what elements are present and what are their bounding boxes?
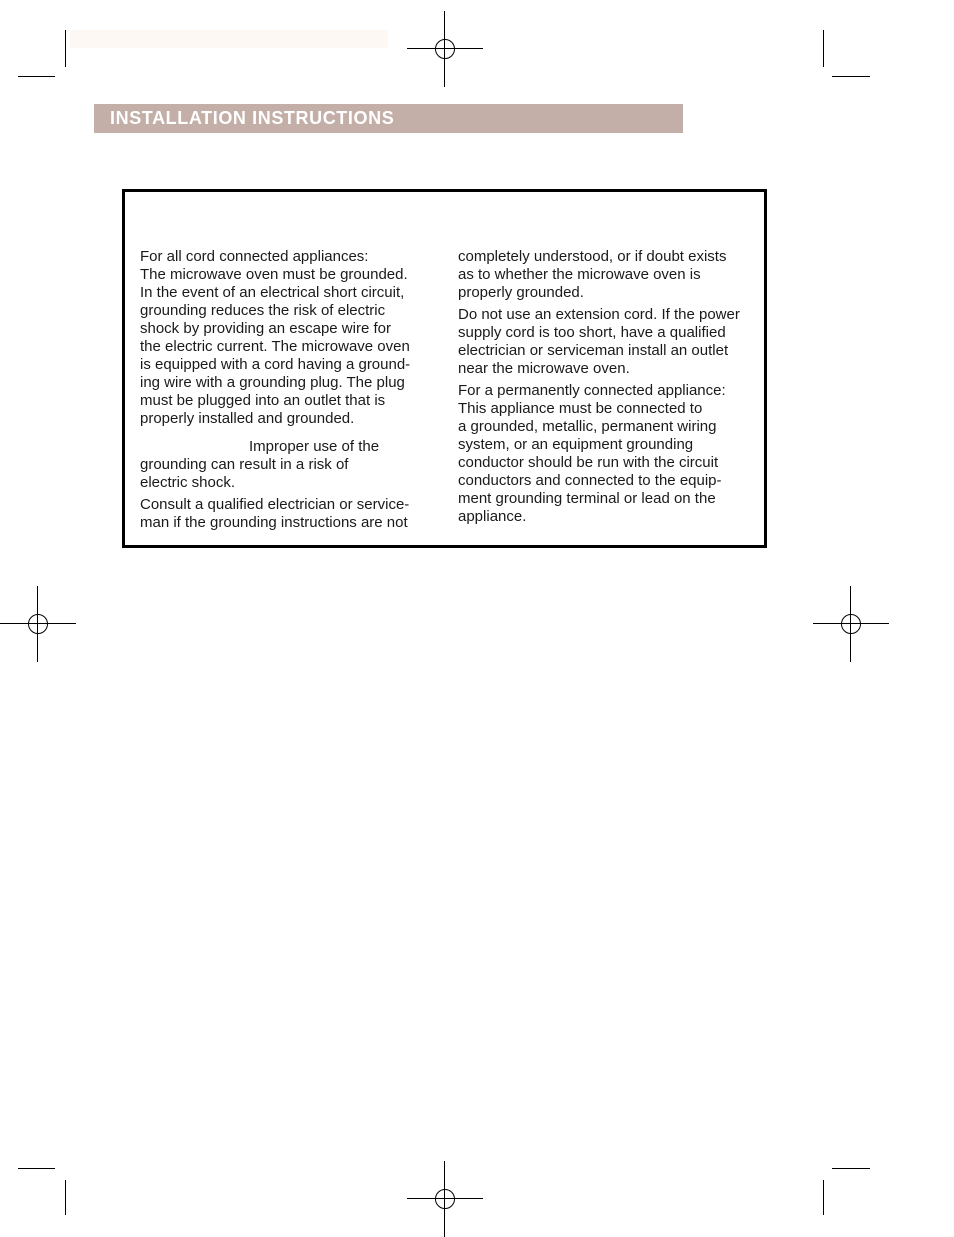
right-column: [458, 248, 758, 526]
crop-mark: [832, 1168, 870, 1169]
text-line: ment grounding terminal or lead on the: [458, 490, 716, 507]
text-line: as to whether the microwave oven is: [458, 266, 701, 283]
text-line: Do not use an extension cord. If the power: [458, 306, 740, 323]
text-line: grounding reduces the risk of electric: [140, 302, 386, 319]
left-column: [140, 248, 432, 532]
text-line: must be plugged into an outlet that is: [140, 392, 386, 409]
text-line: a grounded, metallic, permanent wiring: [458, 418, 717, 435]
text-line: system, or an equipment grounding: [458, 436, 694, 453]
paragraph: [458, 248, 758, 302]
registration-mark-top: [407, 11, 483, 87]
section-title: INSTALLATION INSTRUCTIONS: [110, 108, 395, 128]
text-line: near the microwave oven.: [458, 360, 630, 377]
text-line: For a permanently connected appliance:: [458, 382, 726, 399]
text-line: In the event of an electrical short circuit,: [140, 284, 405, 301]
warning-paragraph: [140, 438, 432, 492]
text-line: properly grounded.: [458, 284, 584, 301]
text-line: appliance.: [458, 508, 527, 525]
text-line: conductors and connected to the equip-: [458, 472, 722, 489]
text-line: For all cord connected appliances:: [140, 248, 369, 265]
text-line: grounding can result in a risk of: [140, 456, 349, 473]
text-line: electric shock.: [140, 474, 236, 491]
text-line: completely understood, or if doubt exists: [458, 248, 727, 265]
text-line: The microwave oven must be grounded.: [140, 266, 408, 283]
section-header: [94, 104, 683, 133]
crop-mark: [65, 1180, 66, 1215]
text-line: supply cord is too short, have a qualified: [458, 324, 726, 341]
crop-mark: [18, 1168, 55, 1169]
paragraph: [140, 496, 432, 532]
registration-mark-right: [813, 586, 889, 662]
crop-mark: [823, 1180, 824, 1215]
text-line: Consult a qualified electrician or service-: [140, 496, 410, 513]
text-line: ing wire with a grounding plug. The plug: [140, 374, 405, 391]
text-line: shock by providing an escape wire for: [140, 320, 391, 337]
text-line: This appliance must be connected to: [458, 400, 703, 417]
crop-mark: [832, 76, 870, 77]
text-line: electrician or serviceman install an outlet: [458, 342, 729, 359]
text-line: man if the grounding instructions are not: [140, 514, 408, 531]
paragraph: [140, 248, 432, 428]
grounding-instructions-box: [122, 189, 767, 548]
text-line: conductor should be run with the circuit: [458, 454, 719, 471]
crop-mark: [65, 30, 66, 67]
crop-mark: [18, 76, 55, 77]
crop-mark: [823, 30, 824, 67]
color-tint-strip: [70, 30, 388, 48]
text-line: the electric current. The microwave oven: [140, 338, 410, 355]
paragraph: [458, 306, 758, 378]
registration-mark-left: [0, 586, 76, 662]
registration-mark-bottom: [407, 1161, 483, 1237]
paragraph: [458, 382, 758, 526]
text-line: Improper use of the: [249, 438, 380, 455]
text-line: is equipped with a cord having a ground-: [140, 356, 411, 373]
text-line: properly installed and grounded.: [140, 410, 355, 427]
